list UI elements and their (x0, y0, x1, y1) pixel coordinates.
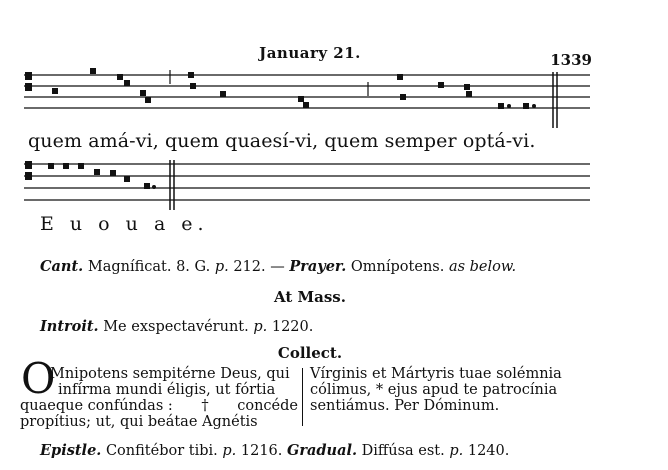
mass-section-title: At Mass. (274, 288, 346, 306)
introit-text: Me exspectavérunt. (98, 319, 254, 335)
collect-right-line: Vírginis et Mártyris tuae solémnia (310, 366, 562, 382)
c-clef-icon (25, 72, 32, 80)
psalm-tone-syllables: E u o u a e. (40, 213, 209, 235)
canticle-page: 212. — (228, 259, 290, 275)
gradual-page: 1240. (463, 443, 510, 459)
epistle-page: 1216. (236, 443, 287, 459)
epistle-text: Confitébor tibi. (101, 443, 223, 459)
collect-dropcap: O (21, 354, 56, 403)
collect-title: Collect. (277, 344, 343, 362)
epistle-line (40, 442, 509, 459)
c-clef-icon-2 (25, 161, 32, 169)
canticle-page-marker: p. (214, 259, 229, 275)
collect-right-column (310, 366, 590, 414)
page-header-date: January 21. (259, 44, 361, 62)
canticle-line (40, 258, 516, 275)
staff-1-neumes (25, 68, 536, 109)
prayer-text: Omnípotens. (346, 259, 449, 275)
as-below-note: as below. (448, 259, 517, 275)
introit-page-marker: p. (253, 319, 268, 335)
epistle-label: Epistle. (40, 442, 102, 459)
collect-right-line: cólimus, * ejus apud te patrocínia (310, 382, 558, 398)
collect-left-line: propítius; ut, qui beátae Agnétis (20, 414, 258, 430)
canticle-text: Magníficat. 8. G. (83, 259, 215, 275)
introit-page: 1220. (267, 319, 314, 335)
introit-label: Introit. (40, 318, 99, 335)
introit-line (40, 318, 313, 335)
gradual-page-marker: p. (449, 443, 464, 459)
collect-left-line: infírma mundi éligis, ut fórtia (58, 382, 276, 398)
collect-left-column (20, 366, 298, 430)
prayer-label: Prayer. (289, 258, 347, 275)
staff-2 (24, 160, 590, 210)
staff-2-neumes (25, 161, 156, 189)
epistle-page-marker: p. (222, 443, 237, 459)
collect-right-line: sentiámus. Per Dóminum. (310, 398, 500, 414)
collect-left-line: quaeque confúndas : † concéde (20, 398, 298, 414)
chant-lyrics: quem amá-vi, quem quaesí-vi, quem semper optá-vi. (28, 130, 536, 152)
gradual-label: Gradual. (287, 442, 358, 459)
collect-left-line: Mnipotens sempitérne Deus, qui (50, 366, 290, 382)
staff-1 (24, 70, 590, 128)
page-number: 1339 (550, 51, 592, 69)
column-divider (302, 368, 303, 426)
gradual-text: Diffúsa est. (357, 443, 450, 459)
canticle-label: Cant. (40, 258, 84, 275)
